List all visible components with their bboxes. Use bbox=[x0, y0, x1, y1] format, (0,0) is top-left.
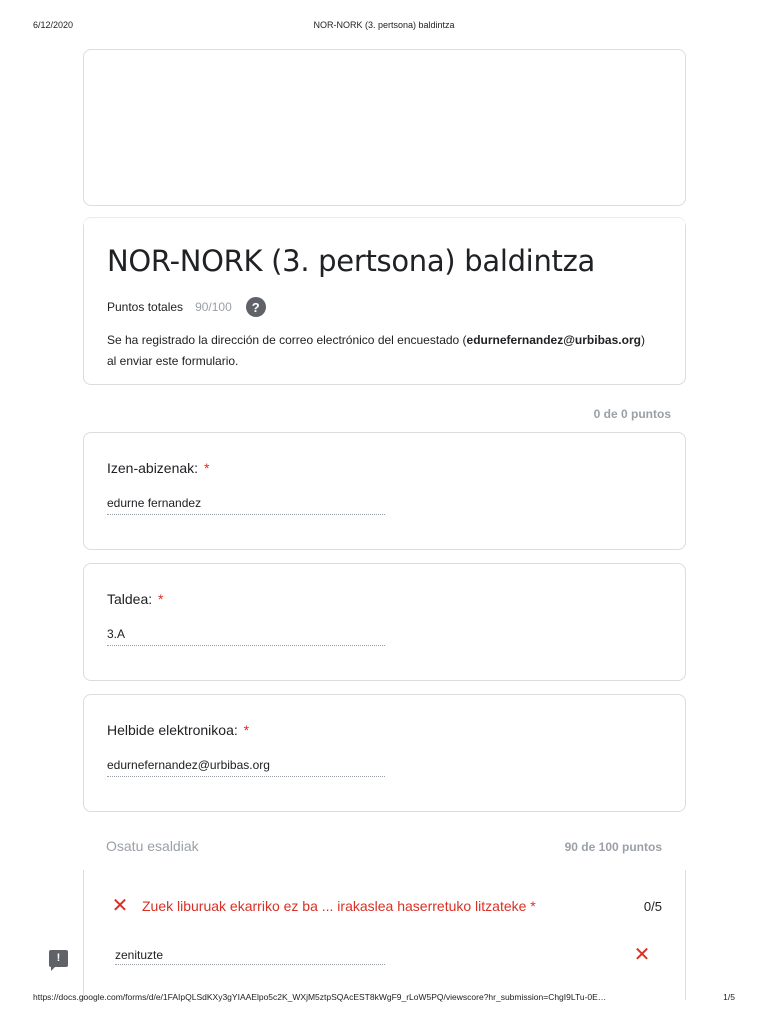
email-note bbox=[107, 330, 647, 372]
total-score-value: 90/100 bbox=[195, 300, 232, 314]
header-banner bbox=[83, 49, 686, 206]
respondent-email: edurnefernandez@urbibas.org bbox=[466, 333, 641, 347]
question-text: Taldea: bbox=[107, 591, 153, 607]
form-title-card bbox=[83, 218, 686, 385]
question-label bbox=[107, 460, 209, 476]
print-date: 6/12/2020 bbox=[33, 20, 74, 30]
answer-text: edurne fernandez bbox=[107, 496, 385, 515]
email-note-after: ) al enviar este formulario. bbox=[107, 333, 645, 368]
section-title: Osatu esaldiak bbox=[106, 838, 199, 854]
question-text: Helbide elektronikoa: bbox=[107, 722, 238, 738]
question-label bbox=[107, 591, 164, 607]
close-icon: ✕ bbox=[111, 895, 129, 917]
feedback-icon[interactable]: ! bbox=[49, 950, 68, 967]
print-url: https://docs.google.com/forms/d/e/1FAIpQLSdKXy3gYIAAElpo5c2K_WXjM5ztpSQAcEST8kWgF9_rLoW5PQ/viewscore?hr_submission=ChgI9LTu-0E… bbox=[33, 992, 607, 1002]
section-points: 90 de 100 puntos bbox=[564, 840, 662, 854]
total-score-row bbox=[107, 297, 266, 317]
question-card-email bbox=[83, 694, 686, 812]
required-asterisk: * bbox=[243, 722, 250, 738]
required-asterisk: * bbox=[203, 460, 210, 476]
help-icon[interactable]: ? bbox=[246, 297, 266, 317]
graded-question-text: Zuek liburuak ekarriko ez ba ... irakaslea haserretuko litzateke * bbox=[142, 898, 536, 914]
question-card-group bbox=[83, 563, 686, 681]
answer-text: edurnefernandez@urbibas.org bbox=[107, 758, 385, 777]
form-title: NOR-NORK (3. pertsona) baldintza bbox=[107, 244, 595, 278]
question-label bbox=[107, 722, 249, 738]
question-text: Izen-abizenak: bbox=[107, 460, 199, 476]
question-card-name bbox=[83, 432, 686, 550]
graded-answer: zenituzte bbox=[115, 948, 385, 965]
print-title: NOR-NORK (3. pertsona) baldintza bbox=[313, 20, 455, 30]
print-header bbox=[0, 0, 768, 50]
total-score-label: Puntos totales bbox=[107, 300, 184, 314]
question-score: 0/5 bbox=[643, 899, 662, 914]
graded-question-card bbox=[83, 870, 686, 1000]
required-asterisk: * bbox=[158, 591, 164, 607]
graded-question bbox=[110, 896, 536, 916]
answer-text: 3.A bbox=[107, 627, 385, 646]
page-number: 1/5 bbox=[723, 992, 735, 1002]
section-points-top: 0 de 0 puntos bbox=[593, 407, 671, 421]
close-icon: ✕ bbox=[633, 944, 651, 966]
email-note-before: Se ha registrado la dirección de correo electrónico del encuestado ( bbox=[107, 333, 467, 347]
